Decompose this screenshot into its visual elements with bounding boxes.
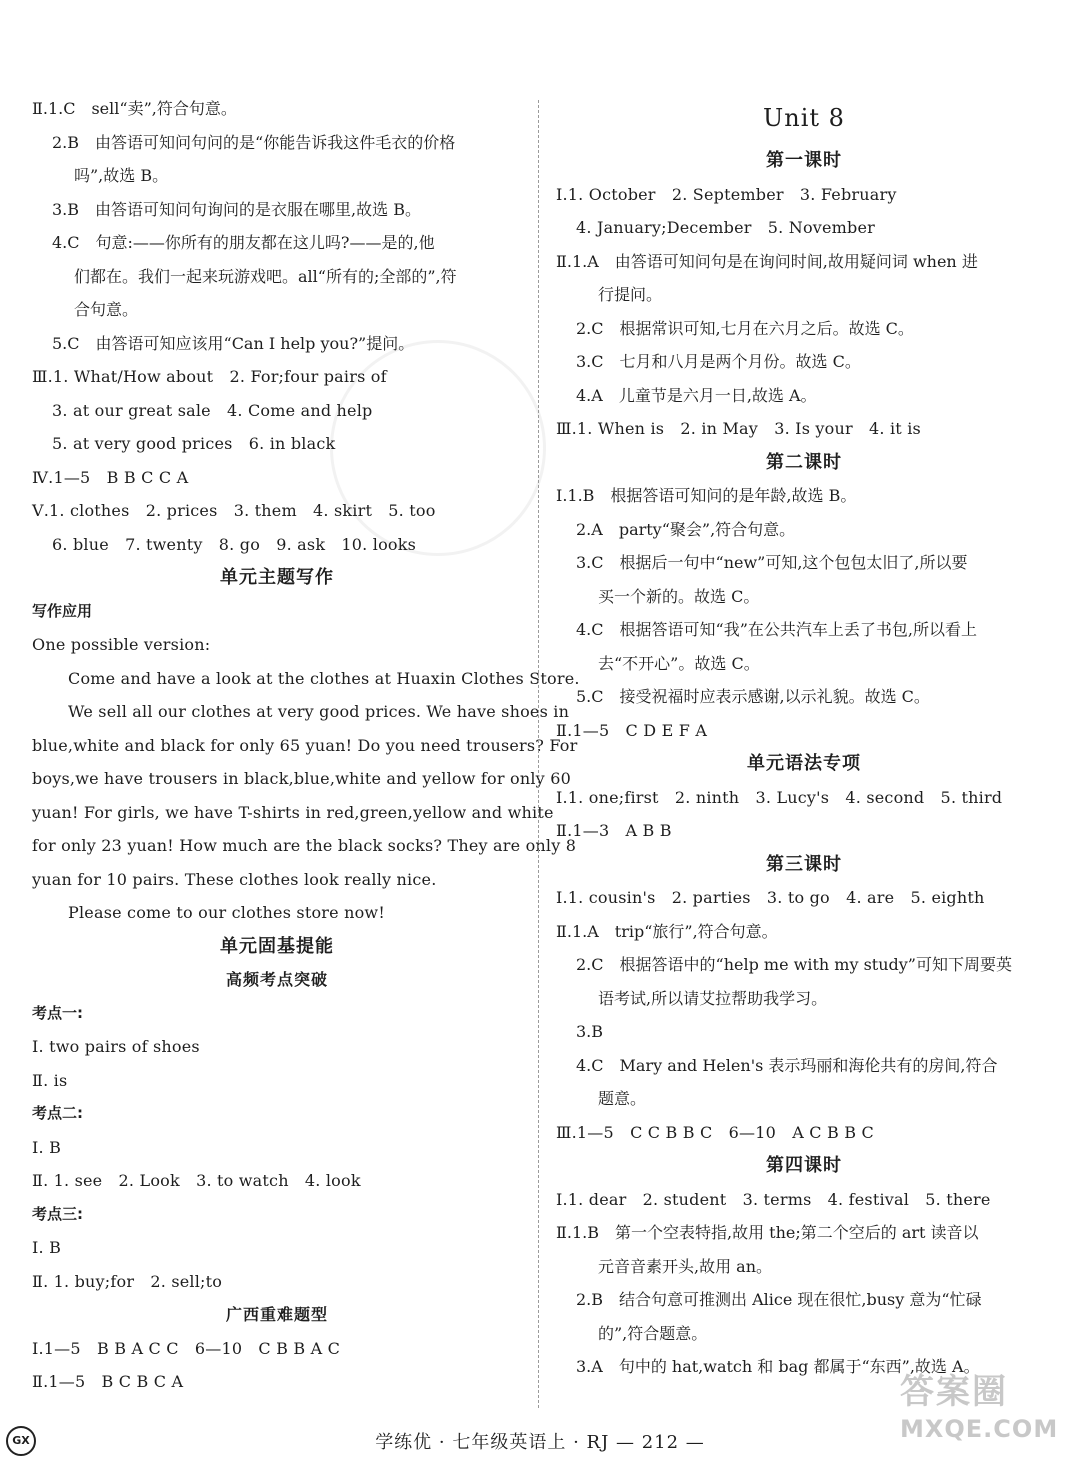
left-line: yuan! For girls, we have T-shirts in red,green,yellow and white bbox=[32, 802, 554, 822]
region-badge: GX bbox=[6, 1426, 36, 1456]
right-line: Ⅱ.1.B 第一个空表特指,故用 the;第二个空后的 art 读音以 bbox=[556, 1223, 979, 1242]
right-line: 行提问。 bbox=[598, 285, 663, 304]
right-line: 第三课时 bbox=[766, 853, 842, 875]
right-line: 2.B 结合句意可推测出 Alice 现在很忙,busy 意为“忙碌 bbox=[576, 1290, 982, 1309]
left-line: 3. at our great sale 4. Come and help bbox=[52, 400, 373, 420]
left-line: 们都在。我们一起来玩游戏吧。all“所有的;全部的”,符 bbox=[74, 266, 457, 286]
site-watermark bbox=[900, 1372, 1070, 1458]
right-line: 5.C 接受祝福时应表示感谢,以示礼貌。故选 C。 bbox=[576, 687, 930, 706]
right-line: Ⅲ.1—5 C C B B C 6—10 A C B B C bbox=[556, 1122, 874, 1142]
left-line: 单元主题写作 bbox=[220, 567, 334, 588]
right-line: 4.C 根据答语可知“我”在公共汽车上丢了书包,所以看上 bbox=[576, 620, 977, 639]
left-line: 考点三: bbox=[32, 1204, 83, 1223]
left-line: 4.C 句意:——你所有的朋友都在这儿吗?——是的,他 bbox=[52, 233, 435, 252]
right-line: 的”,符合题意。 bbox=[598, 1323, 708, 1343]
right-line: 第一课时 bbox=[766, 150, 842, 171]
left-line: 广西重难题型 bbox=[225, 1305, 328, 1324]
right-line: Ⅱ.1.A trip“旅行”,符合句意。 bbox=[556, 921, 778, 941]
left-line: Ⅰ. two pairs of shoes bbox=[32, 1037, 200, 1056]
left-line: 2.B 由答语可知问句问的是“你能告诉我这件毛衣的价格 bbox=[52, 132, 456, 152]
right-line: Ⅰ.1.B 根据答语可知问的是年龄,故选 B。 bbox=[556, 486, 857, 505]
left-line: 考点一: bbox=[32, 1003, 83, 1022]
right-line: 去“不开心”。故选 C。 bbox=[598, 653, 760, 673]
right-line: 3.B bbox=[576, 1022, 604, 1041]
right-line: 题意。 bbox=[598, 1089, 647, 1108]
right-line: Ⅰ.1. one;first 2. ninth 3. Lucy's 4. second 5. third bbox=[556, 787, 1003, 807]
right-line: 3.A 句中的 hat,watch 和 bag 都属于“东西”,故选 A。 bbox=[576, 1357, 980, 1376]
left-line: 合句意。 bbox=[74, 300, 139, 319]
left-line: Ⅴ.1. clothes 2. prices 3. them 4. skirt 5. too bbox=[32, 501, 436, 520]
left-line: Ⅱ.1—5 B C B C A bbox=[32, 1372, 184, 1391]
right-line: 2.C 根据答语中的“help me with my study”可知下周要英 bbox=[576, 955, 1012, 974]
left-line: 高频考点突破 bbox=[225, 970, 328, 989]
left-line: boys,we have trousers in black,blue,white and yellow for only 60 bbox=[32, 769, 571, 788]
footer-text: 学练优 · 七年级英语上 · RJ — 212 — bbox=[375, 1432, 705, 1453]
right-line: 元音音素开头,故用 an。 bbox=[598, 1256, 773, 1276]
left-column bbox=[32, 92, 580, 1399]
left-line: Ⅲ.1. What/How about 2. For;four pairs of bbox=[32, 367, 387, 386]
right-line: 第四课时 bbox=[766, 1155, 842, 1176]
left-line: 写作应用 bbox=[32, 601, 93, 620]
left-line: Ⅱ.1.C sell“卖”,符合句意。 bbox=[32, 99, 237, 118]
left-line: Ⅳ.1—5 B B C C A bbox=[32, 467, 189, 487]
right-line: 第二课时 bbox=[766, 451, 842, 473]
left-line: Ⅰ. B bbox=[32, 1238, 62, 1257]
right-column bbox=[556, 92, 1052, 1384]
left-line: blue,white and black for only 65 yuan! Do you need trousers? For bbox=[32, 735, 578, 755]
right-line: Ⅱ.1—3 A B B bbox=[556, 821, 672, 840]
left-line: 3.B 由答语可知问句询问的是衣服在哪里,故选 B。 bbox=[52, 199, 421, 219]
right-line: 2.A party“聚会”,符合句意。 bbox=[576, 519, 796, 539]
left-line: Ⅰ. B bbox=[32, 1137, 62, 1157]
left-line: 单元固基提能 bbox=[220, 935, 334, 957]
right-line: Ⅰ.1. cousin's 2. parties 3. to go 4. are 5. eighth bbox=[556, 888, 985, 907]
left-line: We sell all our clothes at very good prices. We have shoes in bbox=[68, 702, 570, 721]
watermark-title: 答案圈 bbox=[900, 1372, 1008, 1412]
right-line: Ⅱ.1.A 由答语可知问句是在询问时间,故用疑问词 when 进 bbox=[556, 251, 978, 271]
left-line: 5.C 由答语可知应该用“Can I help you?”提问。 bbox=[52, 333, 415, 353]
right-line: Ⅱ.1—5 C D E F A bbox=[556, 720, 708, 740]
right-line: Ⅰ.1. October 2. September 3. February bbox=[556, 184, 897, 204]
left-line: yuan for 10 pairs. These clothes look really nice. bbox=[32, 869, 437, 889]
left-line: 5. at very good prices 6. in black bbox=[52, 434, 336, 453]
right-line: 单元语法专项 bbox=[747, 753, 861, 774]
right-line: 2.C 根据常识可知,七月在六月之后。故选 C。 bbox=[576, 318, 914, 338]
right-line: 4. January;December 5. November bbox=[576, 218, 876, 237]
right-line: 4.C Mary and Helen's 表示玛丽和海伦共有的房间,符合 bbox=[576, 1055, 998, 1075]
column-divider bbox=[538, 100, 539, 1408]
right-line: Ⅰ.1. dear 2. student 3. terms 4. festival 5. there bbox=[556, 1189, 991, 1209]
left-line: Ⅰ.1—5 B B A C C 6—10 C B B A C bbox=[32, 1338, 341, 1358]
right-line: Ⅲ.1. When is 2. in May 3. Is your 4. it is bbox=[556, 419, 921, 438]
right-line: Unit 8 bbox=[763, 104, 845, 132]
right-line: 语考试,所以请艾拉帮助我学习。 bbox=[598, 988, 828, 1008]
right-line: 4.A 儿童节是六月一日,故选 A。 bbox=[576, 385, 817, 405]
left-line: 考点二: bbox=[32, 1104, 83, 1122]
left-line: for only 23 yuan! How much are the black socks? They are only 8 bbox=[32, 836, 577, 855]
left-line: One possible version: bbox=[32, 635, 211, 654]
left-line: 吗”,故选 B。 bbox=[74, 166, 169, 185]
right-line: 3.C 七月和八月是两个月份。故选 C。 bbox=[576, 352, 861, 371]
left-line: Ⅱ. 1. see 2. Look 3. to watch 4. look bbox=[32, 1171, 361, 1190]
watermark-url: MXQE.COM bbox=[900, 1415, 1059, 1443]
right-line: 买一个新的。故选 C。 bbox=[598, 586, 760, 606]
left-line: Ⅱ. is bbox=[32, 1070, 68, 1090]
left-line: 6. blue 7. twenty 8. go 9. ask 10. looks bbox=[52, 534, 417, 554]
left-line: Ⅱ. 1. buy;for 2. sell;to bbox=[32, 1271, 223, 1291]
left-line: Please come to our clothes store now! bbox=[68, 903, 385, 922]
right-line: 3.C 根据后一句中“new”可知,这个包包太旧了,所以要 bbox=[576, 553, 968, 572]
left-line: Come and have a look at the clothes at Huaxin Clothes Store. bbox=[68, 668, 580, 688]
